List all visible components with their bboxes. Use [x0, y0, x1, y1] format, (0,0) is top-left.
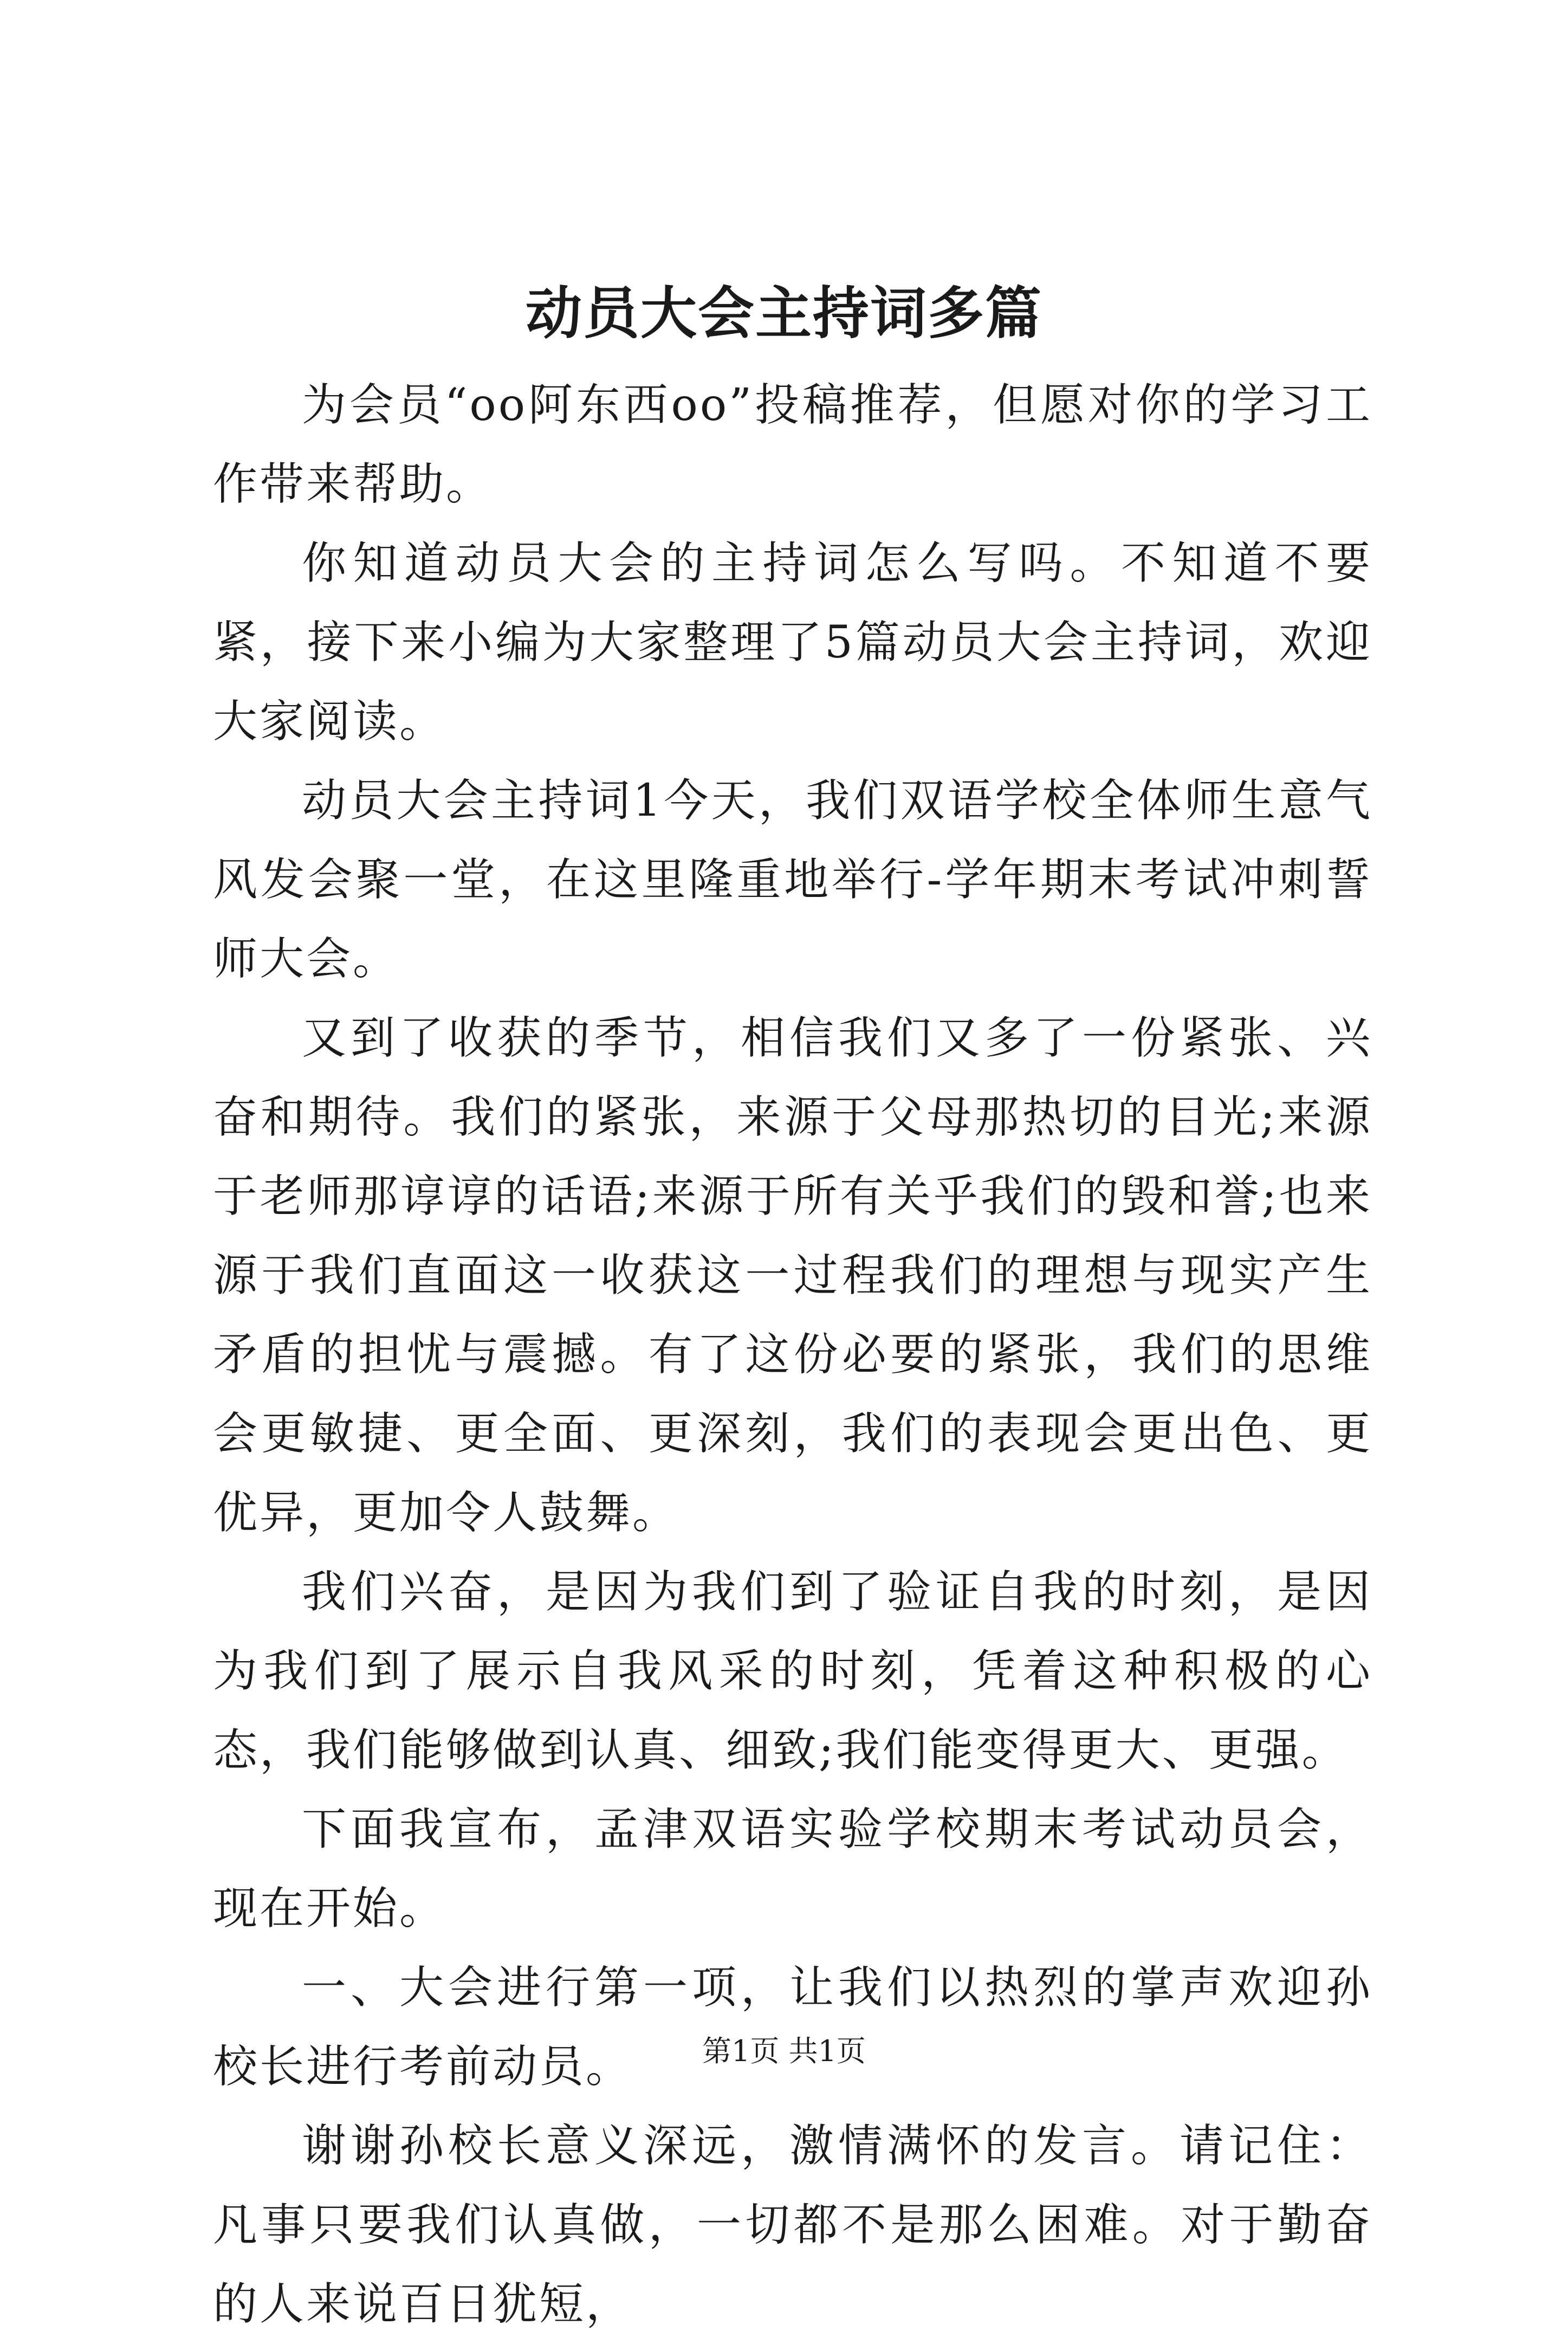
paragraph: 又到了收获的季节，相信我们又多了一份紧张、兴奋和期待。我们的紧张，来源于父母那热切的目光;来源于老师那谆谆的话语;来源于所有关乎我们的毁和誉;也来源于我们直面这一收获这一过程我们的理想与现实产生矛盾的担忧与震撼。有了这份必要的紧张，我们的思维会更敏捷、更全面、更深刻，我们的表现会更出色、更优异，更加令人鼓舞。	[213, 1012, 1372, 1539]
page-number-footer: 第1页 共1页	[702, 2034, 866, 2068]
paragraph: 下面我宣布，孟津双语实验学校期末考试动员会，现在开始。	[213, 1804, 1372, 1934]
paragraph: 一、大会进行第一项，让我们以热烈的掌声欢迎孙校长进行考前动员。	[213, 1962, 1372, 2093]
paragraph: 动员大会主持词1今天，我们双语学校全体师生意气风发会聚一堂，在这里隆重地举行-学年期末考试冲刺誓师大会。	[213, 775, 1372, 985]
document-title: 动员大会主持词多篇	[525, 280, 1042, 346]
paragraph: 我们兴奋，是因为我们到了验证自我的时刻，是因为我们到了展示自我风采的时刻，凭着这种积极的心态，我们能够做到认真、细致;我们能变得更大、更强。	[213, 1566, 1372, 1776]
paragraph: 谢谢孙校长意义深远，激情满怀的发言。请记住：凡事只要我们认真做，一切都不是那么困难。对于勤奋的人来说百日犹短，	[213, 2120, 1372, 2330]
paragraph: 你知道动员大会的主持词怎么写吗。不知道不要紧，接下来小编为大家整理了5篇动员大会主持词，欢迎大家阅读。	[213, 538, 1372, 747]
paragraph: 为会员“oo阿东西oo”投稿推荐，但愿对你的学习工作带来帮助。	[213, 379, 1372, 510]
